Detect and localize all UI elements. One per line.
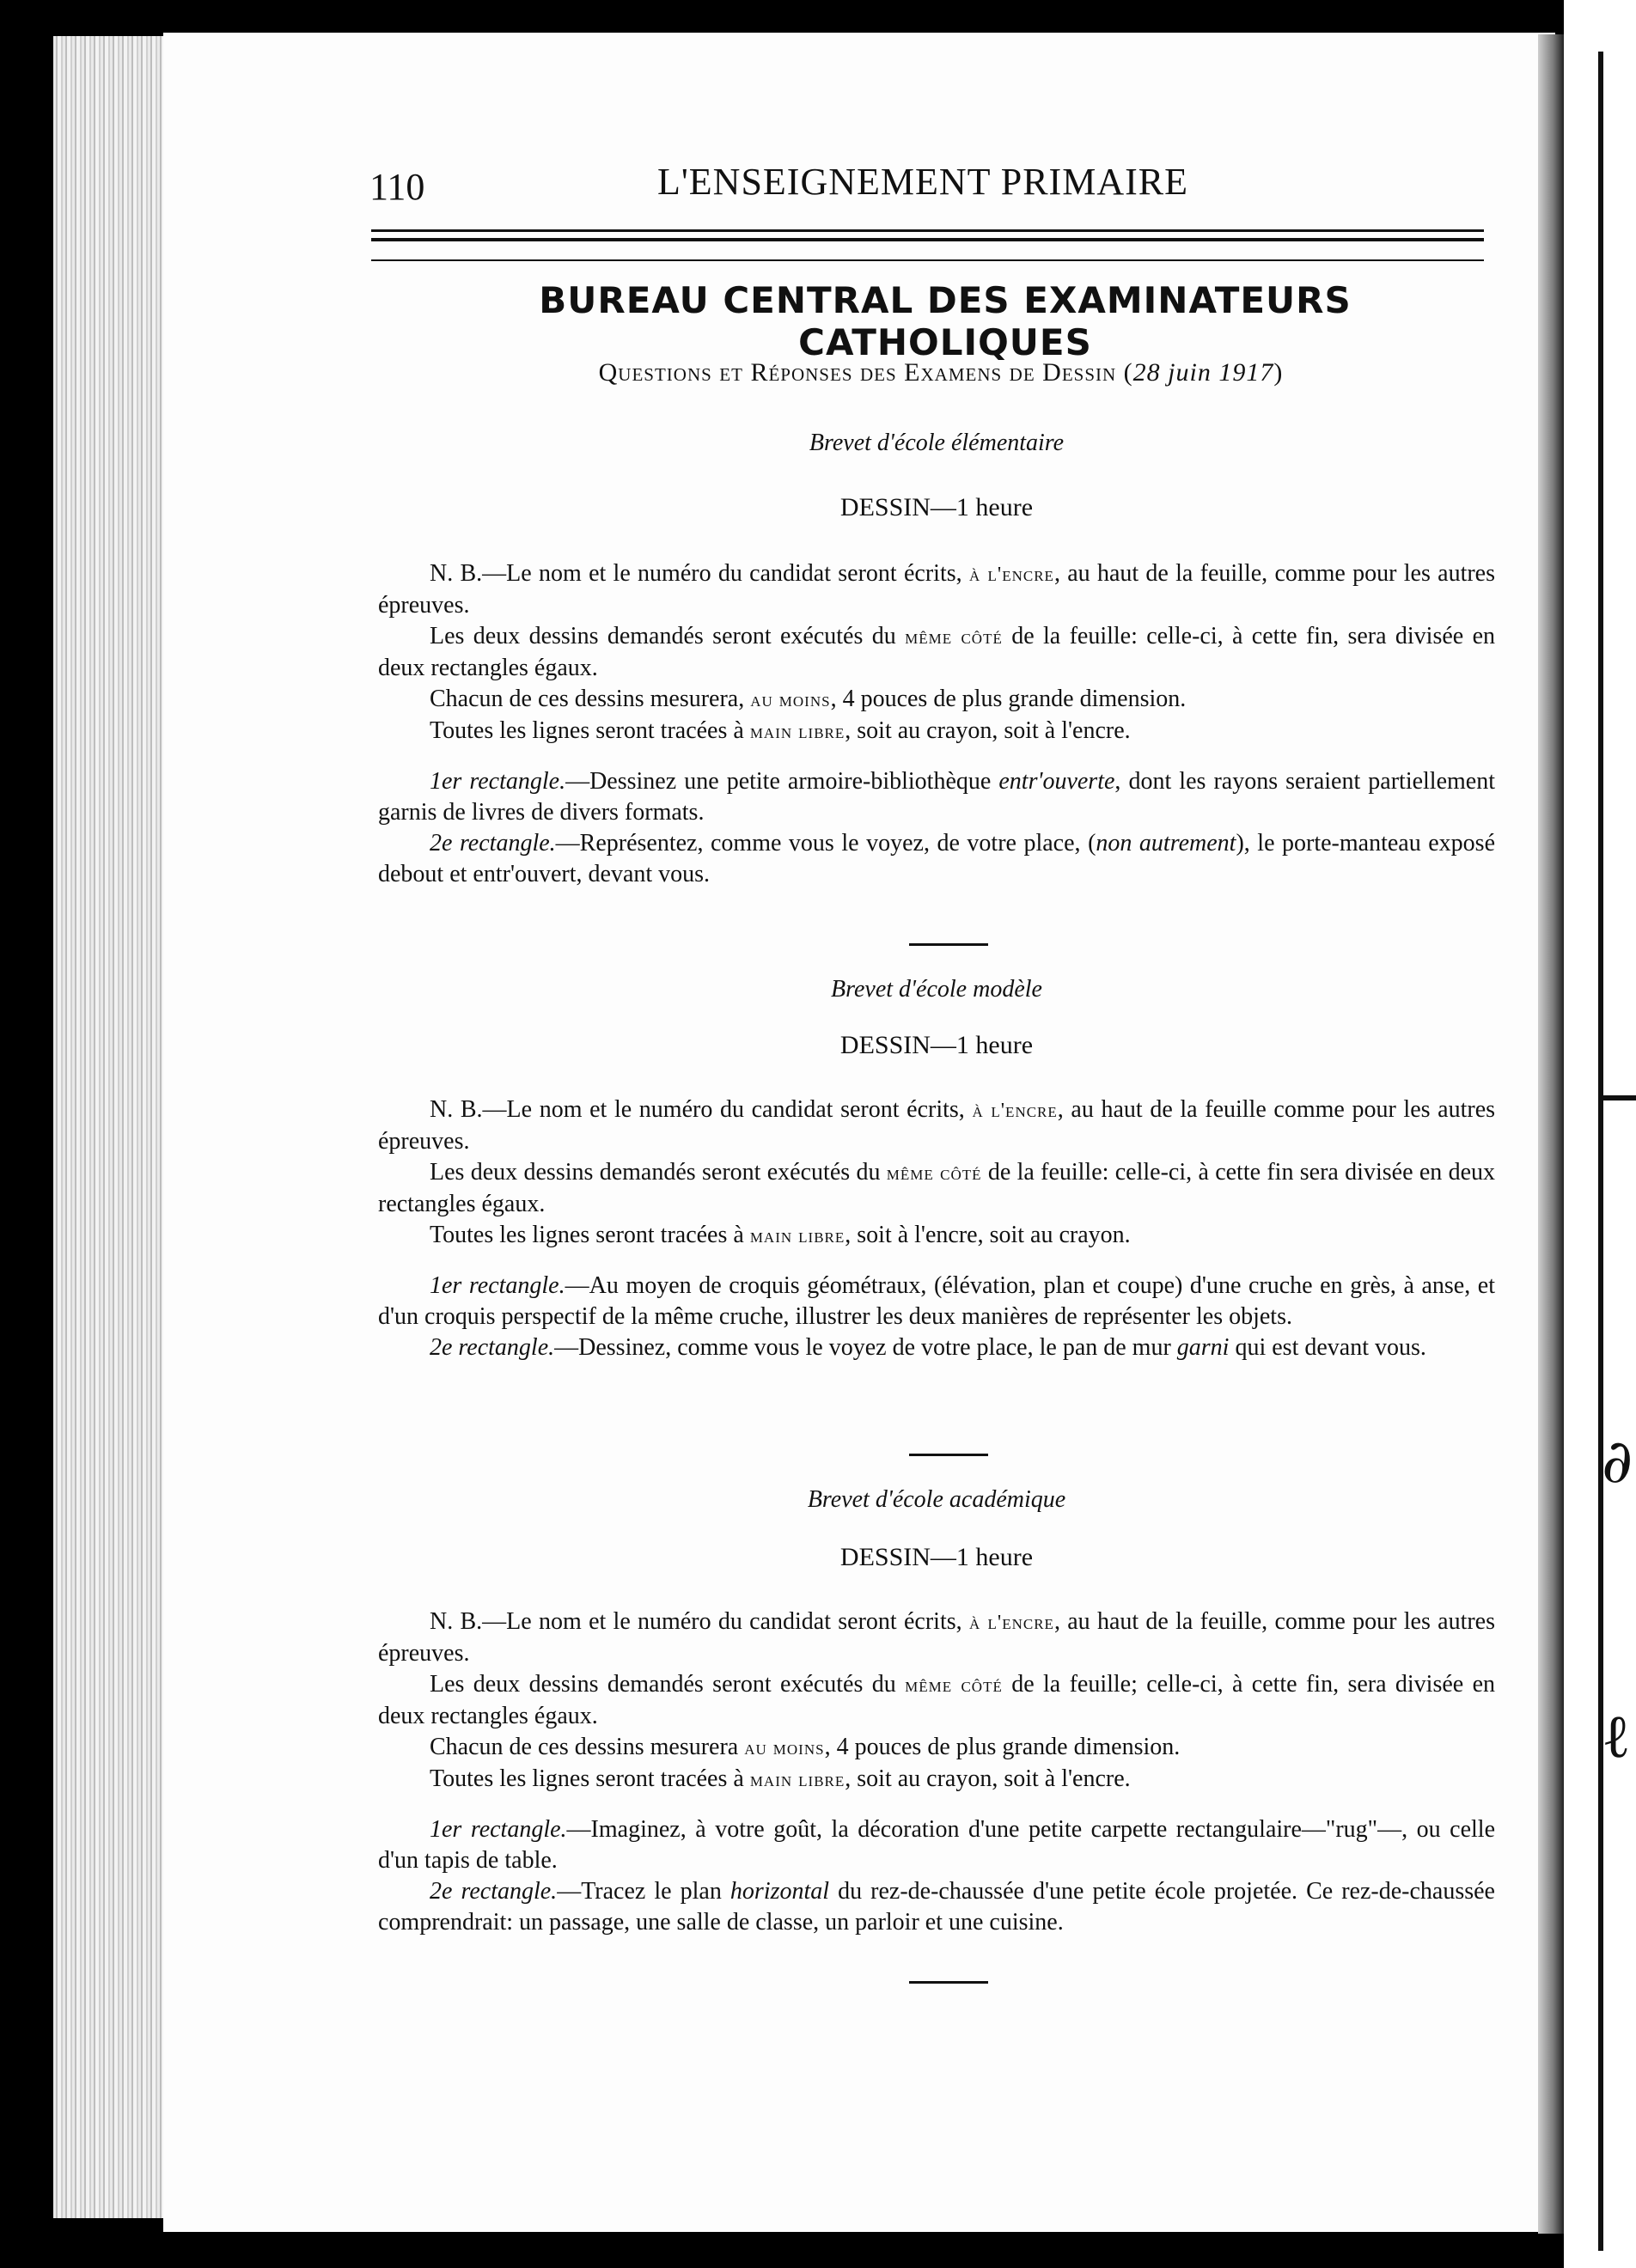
- paragraph: Chacun de ces dessins mesurera au moins, 4 pouces de plus grande dimension.: [430, 1734, 1181, 1760]
- rectangle-1-paragraph: 1er rectangle.—Imaginez, à votre goût, la décoration d'une petite carpette rectangulaire—"rug"—, ou celle d'un tapis de table.: [378, 1816, 1495, 1874]
- header-rule: [371, 259, 1484, 261]
- paragraph: Chacun de ces dessins mesurera, au moins, 4 pouces de plus grande dimension.: [430, 686, 1187, 712]
- facing-page-edge-line: [1598, 52, 1603, 2251]
- rectangle-1-paragraph: 1er rectangle.—Dessinez une petite armoire-bibliothèque entr'ouverte, dont les rayons seraient partiellement garnis de livres de divers formats.: [378, 768, 1495, 826]
- header-rule: [371, 229, 1484, 232]
- paragraph: Les deux dessins demandés seront exécutés du même côté de la feuille: celle-ci, à cette fin, sera divisée en deux rectangles égaux.: [378, 623, 1495, 681]
- article-title: BUREAU CENTRAL DES EXAMINATEURS CATHOLIQUES: [539, 279, 1352, 363]
- rectangle-1-paragraph: 1er rectangle.—Au moyen de croquis géométraux, (élévation, plan et coupe) d'une cruche en grès, à anse, et d'un croquis perspectif de la même cruche, illustrer les deux manières de représenter les objets.: [378, 1272, 1496, 1330]
- book-spine-shadow: [1538, 34, 1564, 2234]
- facing-page-glyph: ∂: [1602, 1426, 1633, 1497]
- section-heading: Brevet d'école élémentaire: [809, 430, 1065, 456]
- article-subtitle: Questions et Réponses des Examens de Dessin (28 juin 1917): [598, 358, 1284, 387]
- paragraph: Les deux dessins demandés seront exécutés du même côté de la feuille; celle-ci, à cette fin, sera divisée en deux rectangles égaux.: [378, 1671, 1495, 1729]
- section-duration: DESSIN—1 heure: [839, 493, 1034, 521]
- running-title: L'ENSEIGNEMENT PRIMAIRE: [657, 161, 1188, 203]
- section-separator: [909, 943, 988, 946]
- section-instructions: [378, 558, 1495, 890]
- rectangle-2-paragraph: 2e rectangle.—Représentez, comme vous le voyez, de votre place, (non autrement), le porte-manteau exposé debout et entr'ouvert, devant vous.: [378, 830, 1495, 887]
- nb-paragraph: N. B.—Le nom et le numéro du candidat seront écrits, à l'encre, au haut de la feuille, comme pour les autres épreuves.: [378, 560, 1496, 619]
- facing-page-mark: [1600, 1095, 1636, 1100]
- section-duration: DESSIN—1 heure: [839, 1031, 1034, 1059]
- section-instructions: [378, 1606, 1495, 1938]
- facing-page-glyph: ℓ: [1602, 1701, 1631, 1771]
- paragraph: Toutes les lignes seront tracées à main libre, soit au crayon, soit à l'encre.: [430, 717, 1131, 744]
- section-heading: Brevet d'école académique: [807, 1486, 1066, 1513]
- facing-page-fragment: [1564, 0, 1636, 2268]
- header-rule: [371, 238, 1484, 241]
- section-separator: [909, 1981, 988, 1984]
- paragraph: Toutes les lignes seront tracées à main libre, soit à l'encre, soit au crayon.: [430, 1222, 1131, 1248]
- section-separator: [909, 1454, 988, 1456]
- page-number: 110: [369, 166, 425, 208]
- rectangle-2-paragraph: 2e rectangle.—Tracez le plan horizontal du rez-de-chaussée d'une petite école projetée. Ce rez-de-chaussée comprendrait: un passage, une salle de classe, un parloir et une cuisine.: [378, 1878, 1495, 1936]
- section-instructions: [378, 1094, 1495, 1363]
- nb-paragraph: N. B.—Le nom et le numéro du candidat seront écrits, à l'encre, au haut de la feuille, comme pour les autres épreuves.: [378, 1608, 1496, 1667]
- nb-paragraph: N. B.—Le nom et le numéro du candidat seront écrits, à l'encre, au haut de la feuille comme pour les autres épreuves.: [378, 1096, 1496, 1155]
- paragraph: Toutes les lignes seront tracées à main libre, soit au crayon, soit à l'encre.: [430, 1765, 1131, 1792]
- book-page-edges: [53, 36, 174, 2218]
- section-duration: DESSIN—1 heure: [839, 1543, 1034, 1571]
- paragraph: Les deux dessins demandés seront exécutés du même côté de la feuille: celle-ci, à cette fin sera divisée en deux rectangles égaux.: [378, 1159, 1495, 1217]
- rectangle-2-paragraph: 2e rectangle.—Dessinez, comme vous le voyez de votre place, le pan de mur garni qui est devant vous.: [430, 1334, 1426, 1361]
- section-heading: Brevet d'école modèle: [831, 976, 1042, 1003]
